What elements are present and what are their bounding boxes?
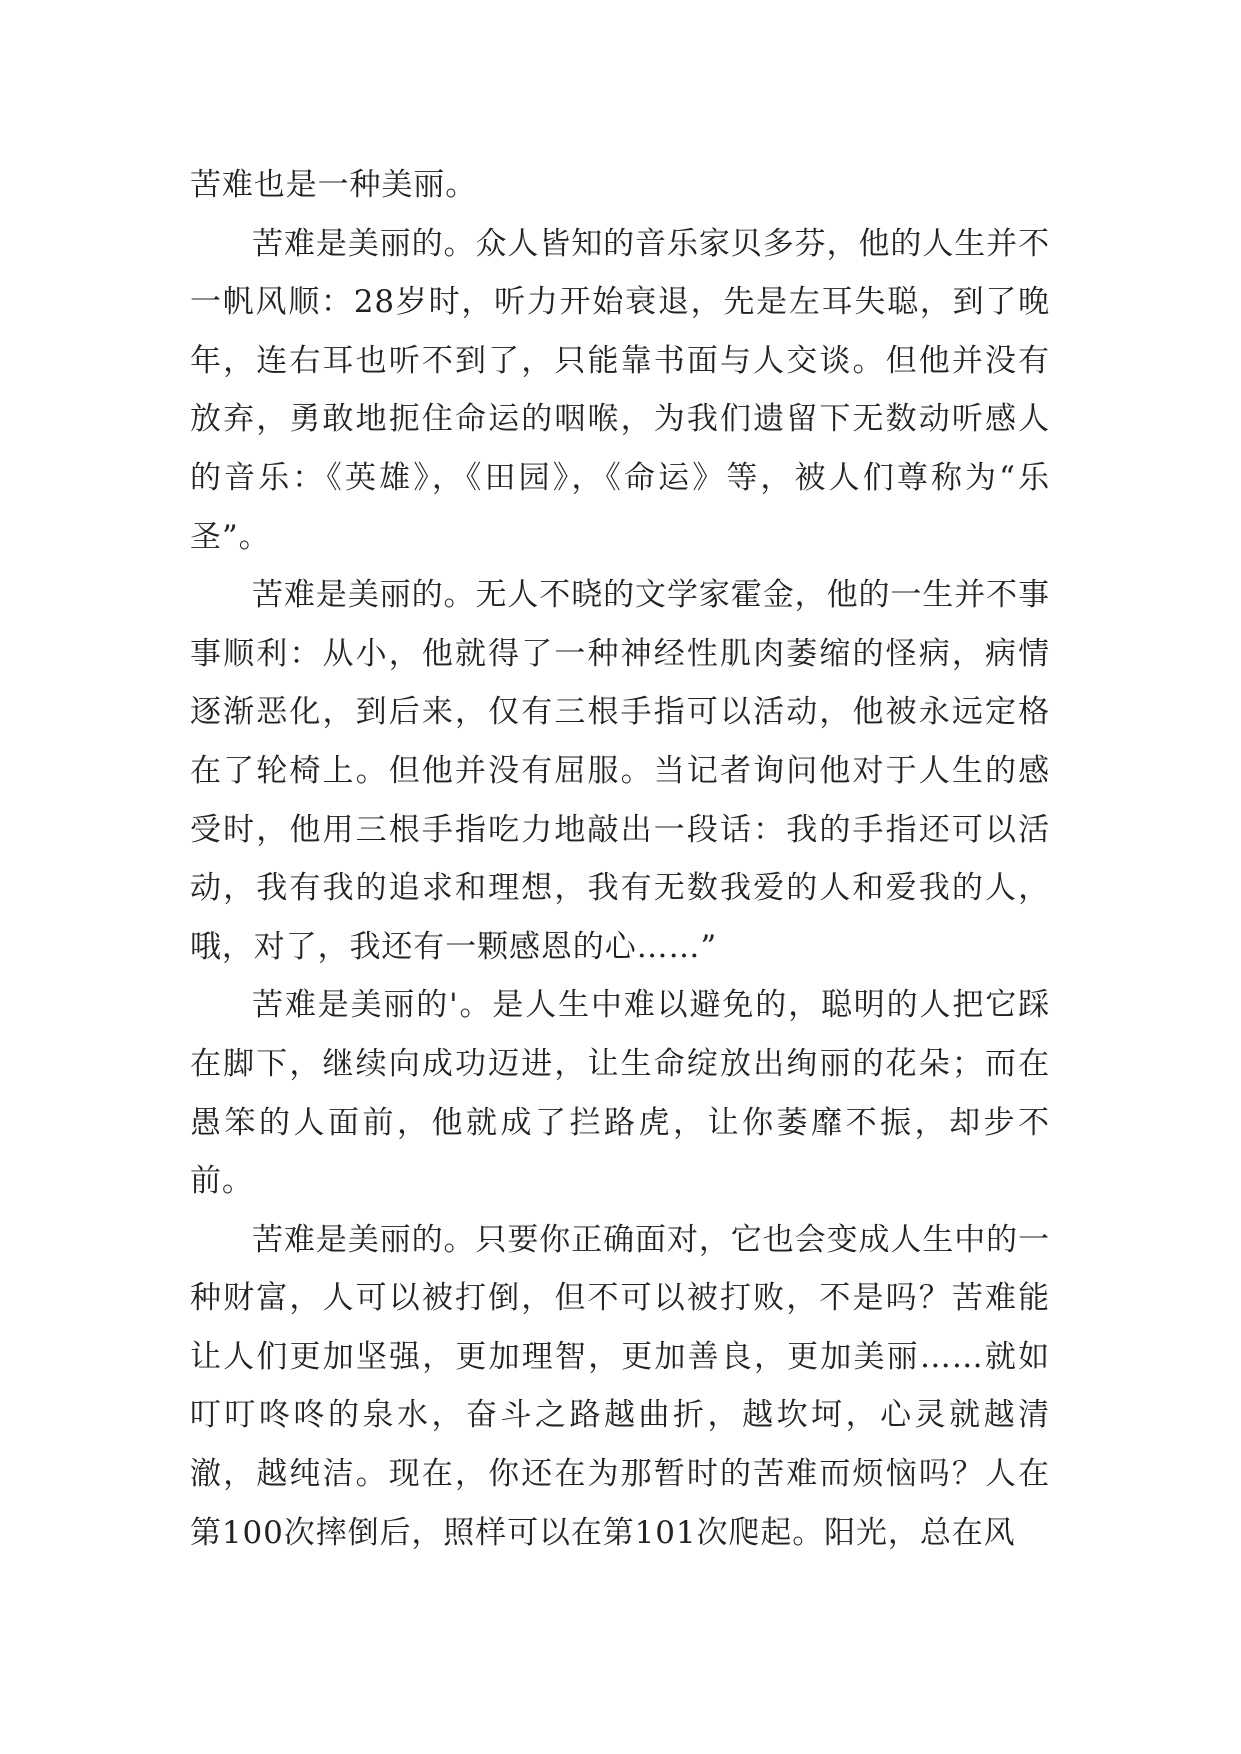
paragraph-hawking: 苦难是美丽的。无人不晓的文学家霍金，他的一生并不事事顺利：从小，他就得了一种神经性肌肉萎缩的怪病，病情逐渐恶化，到后来，仅有三根手指可以活动，他被永远定格在了轮椅上。但他并没有屈服。当记者询问他对于人生的感受时，他用三根手指吃力地敲出一段话：我的手指还可以活动，我有我的追求和理想，我有无数我爱的人和爱我的人，哦，对了，我还有一颗感恩的心……” [190, 577, 1050, 965]
essay-body [190, 156, 1050, 1562]
paragraph-hardship-wealth: 苦难是美丽的。只要你正确面对，它也会变成人生中的一种财富，人可以被打倒，但不可以被打败，不是吗？苦难能让人们更加坚强，更加理智，更加善良，更加美丽……就如叮叮咚咚的泉水，奋斗之路越曲折，越坎坷，心灵就越清澈，越纯洁。现在，你还在为那暂时的苦难而烦恼吗？人在第100次摔倒后，照样可以在第101次爬起。阳光，总在风 [190, 1221, 1050, 1551]
paragraph-beethoven: 苦难是美丽的。众人皆知的音乐家贝多芬，他的人生并不一帆风顺：28岁时，听力开始衰退，先是左耳失聪，到了晚年，连右耳也听不到了，只能靠书面与人交谈。但他并没有放弃，勇敢地扼住命运的咽喉，为我们遗留下无数动听感人的音乐：《英雄》，《田园》，《命运》等，被人们尊称为“乐圣”。 [190, 225, 1050, 555]
paragraph-intro-line: 苦难也是一种美丽。 [190, 167, 478, 203]
paragraph-hardship-choice: 苦难是美丽的'。是人生中难以避免的，聪明的人把它踩在脚下，继续向成功迈进，让生命绽放出绚丽的花朵；而在愚笨的人面前，他就成了拦路虎，让你萎靡不振，却步不前。 [190, 987, 1050, 1200]
